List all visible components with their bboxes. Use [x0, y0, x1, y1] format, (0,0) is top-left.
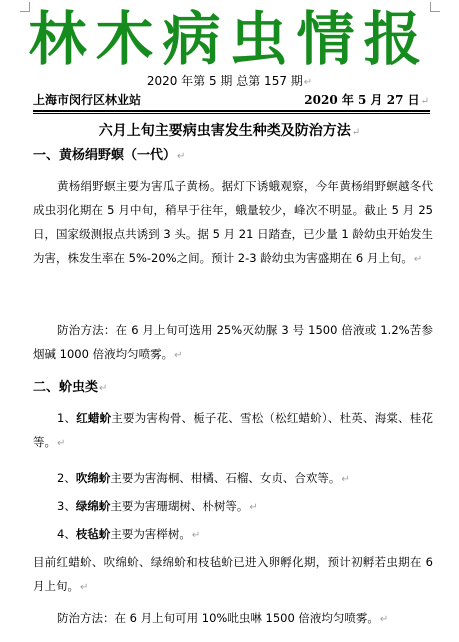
item-text: 主要为害珊瑚树、朴树等。 [110, 499, 249, 513]
section2-paragraph-1 [33, 550, 433, 600]
issue-number: 2020 年第 5 期 总第 157 期 [146, 74, 303, 88]
section1-paragraph-1 [33, 174, 433, 272]
paragraph-text: 防治方法：在 6 月上旬可选用 25%灭幼脲 3 号 1500 倍液或 1.2%苦参烟碱 1000 倍液均匀喷雾。 [33, 323, 433, 361]
masthead-title: 林木病虫情报 [28, 5, 431, 73]
paragraph-mark-icon: ↵ [413, 254, 423, 265]
scale-insect-item-1 [33, 406, 433, 456]
organization-text: 上海市闵行区林业站 [33, 93, 142, 107]
item-name: 绿绵蚧 [75, 499, 111, 513]
publish-date-text: 2020 年 5 月 27 日 [304, 93, 420, 107]
paragraph-mark-icon: ↵ [341, 474, 350, 485]
header-rule-thick [33, 110, 430, 112]
section-heading-text: 一、黄杨绢野螟（一代） [33, 148, 177, 163]
scale-insect-item-4 [33, 522, 433, 548]
issue-line [0, 72, 459, 92]
article-title [0, 120, 459, 144]
item-text: 主要为害榉树。 [110, 527, 191, 541]
item-number: 4、 [57, 527, 76, 541]
paragraph-text: 黄杨绢野螟主要为害瓜子黄杨。据灯下诱蛾观察，今年黄杨绢野螟越冬代成虫羽化期在 5 月中旬，稍早于往年，蛾量较少，峰次不明显。截止 5 月 25 日，国家级测报点共诱到 3 头。据 5 月 21 日踏查，已少量 1 龄幼虫开始发生为害，株发生率在 5%-20%之间。预计 2-3 龄幼虫为害盛期在 6 月上旬。 [33, 179, 433, 265]
paragraph-mark-icon: ↵ [191, 530, 201, 541]
paragraph-mark-icon: ↵ [177, 151, 186, 162]
paragraph-text: 目前红蜡蚧、吹绵蚧、绿绵蚧和枝毡蚧已进入卵孵化期，预计初孵若虫期在 6 月上旬。 [33, 555, 433, 593]
item-text: 主要为害海桐、柑橘、石榴、女贞、合欢等。 [110, 471, 341, 485]
item-number: 2、 [57, 471, 76, 485]
paragraph-mark-icon: ↵ [80, 582, 89, 593]
paragraph-mark-icon: ↵ [379, 614, 389, 625]
item-name: 枝毡蚧 [75, 527, 111, 541]
organization-name [33, 91, 141, 109]
item-number: 1、 [57, 411, 77, 425]
article-title-text: 六月上旬主要病虫害发生种类及防治方法 [98, 123, 351, 139]
scale-insect-item-2 [33, 466, 433, 492]
paragraph-mark-icon: ↵ [174, 350, 183, 361]
paragraph-text: 防治方法：在 6 月上旬可用 10%吡虫啉 1500 倍液均匀喷雾。 [57, 611, 379, 625]
header-rule-thin [33, 113, 430, 114]
section-heading-text: 二、蚧虫类 [33, 380, 99, 395]
paragraph-mark-icon: ↵ [249, 502, 258, 513]
paragraph-mark-icon: ↵ [351, 127, 361, 138]
paragraph-mark-icon: ↵ [99, 383, 108, 394]
paragraph-mark-icon: ↵ [420, 96, 429, 107]
paragraph-mark-icon: ↵ [57, 438, 66, 449]
scale-insect-item-3 [33, 494, 433, 520]
section2-paragraph-2 [33, 606, 433, 632]
item-name: 红蜡蚧 [76, 411, 112, 425]
item-name: 吹绵蚧 [75, 471, 111, 485]
item-text: 主要为害构骨、栀子花、雪松（松红蜡蚧）、杜英、海棠、桂花等。 [33, 411, 433, 449]
item-number: 3、 [57, 499, 76, 513]
section-heading-2 [33, 378, 107, 399]
paragraph-mark-icon: ↵ [303, 77, 313, 88]
section-heading-1 [33, 146, 185, 167]
section1-paragraph-2 [33, 318, 433, 368]
publish-date [304, 91, 429, 111]
